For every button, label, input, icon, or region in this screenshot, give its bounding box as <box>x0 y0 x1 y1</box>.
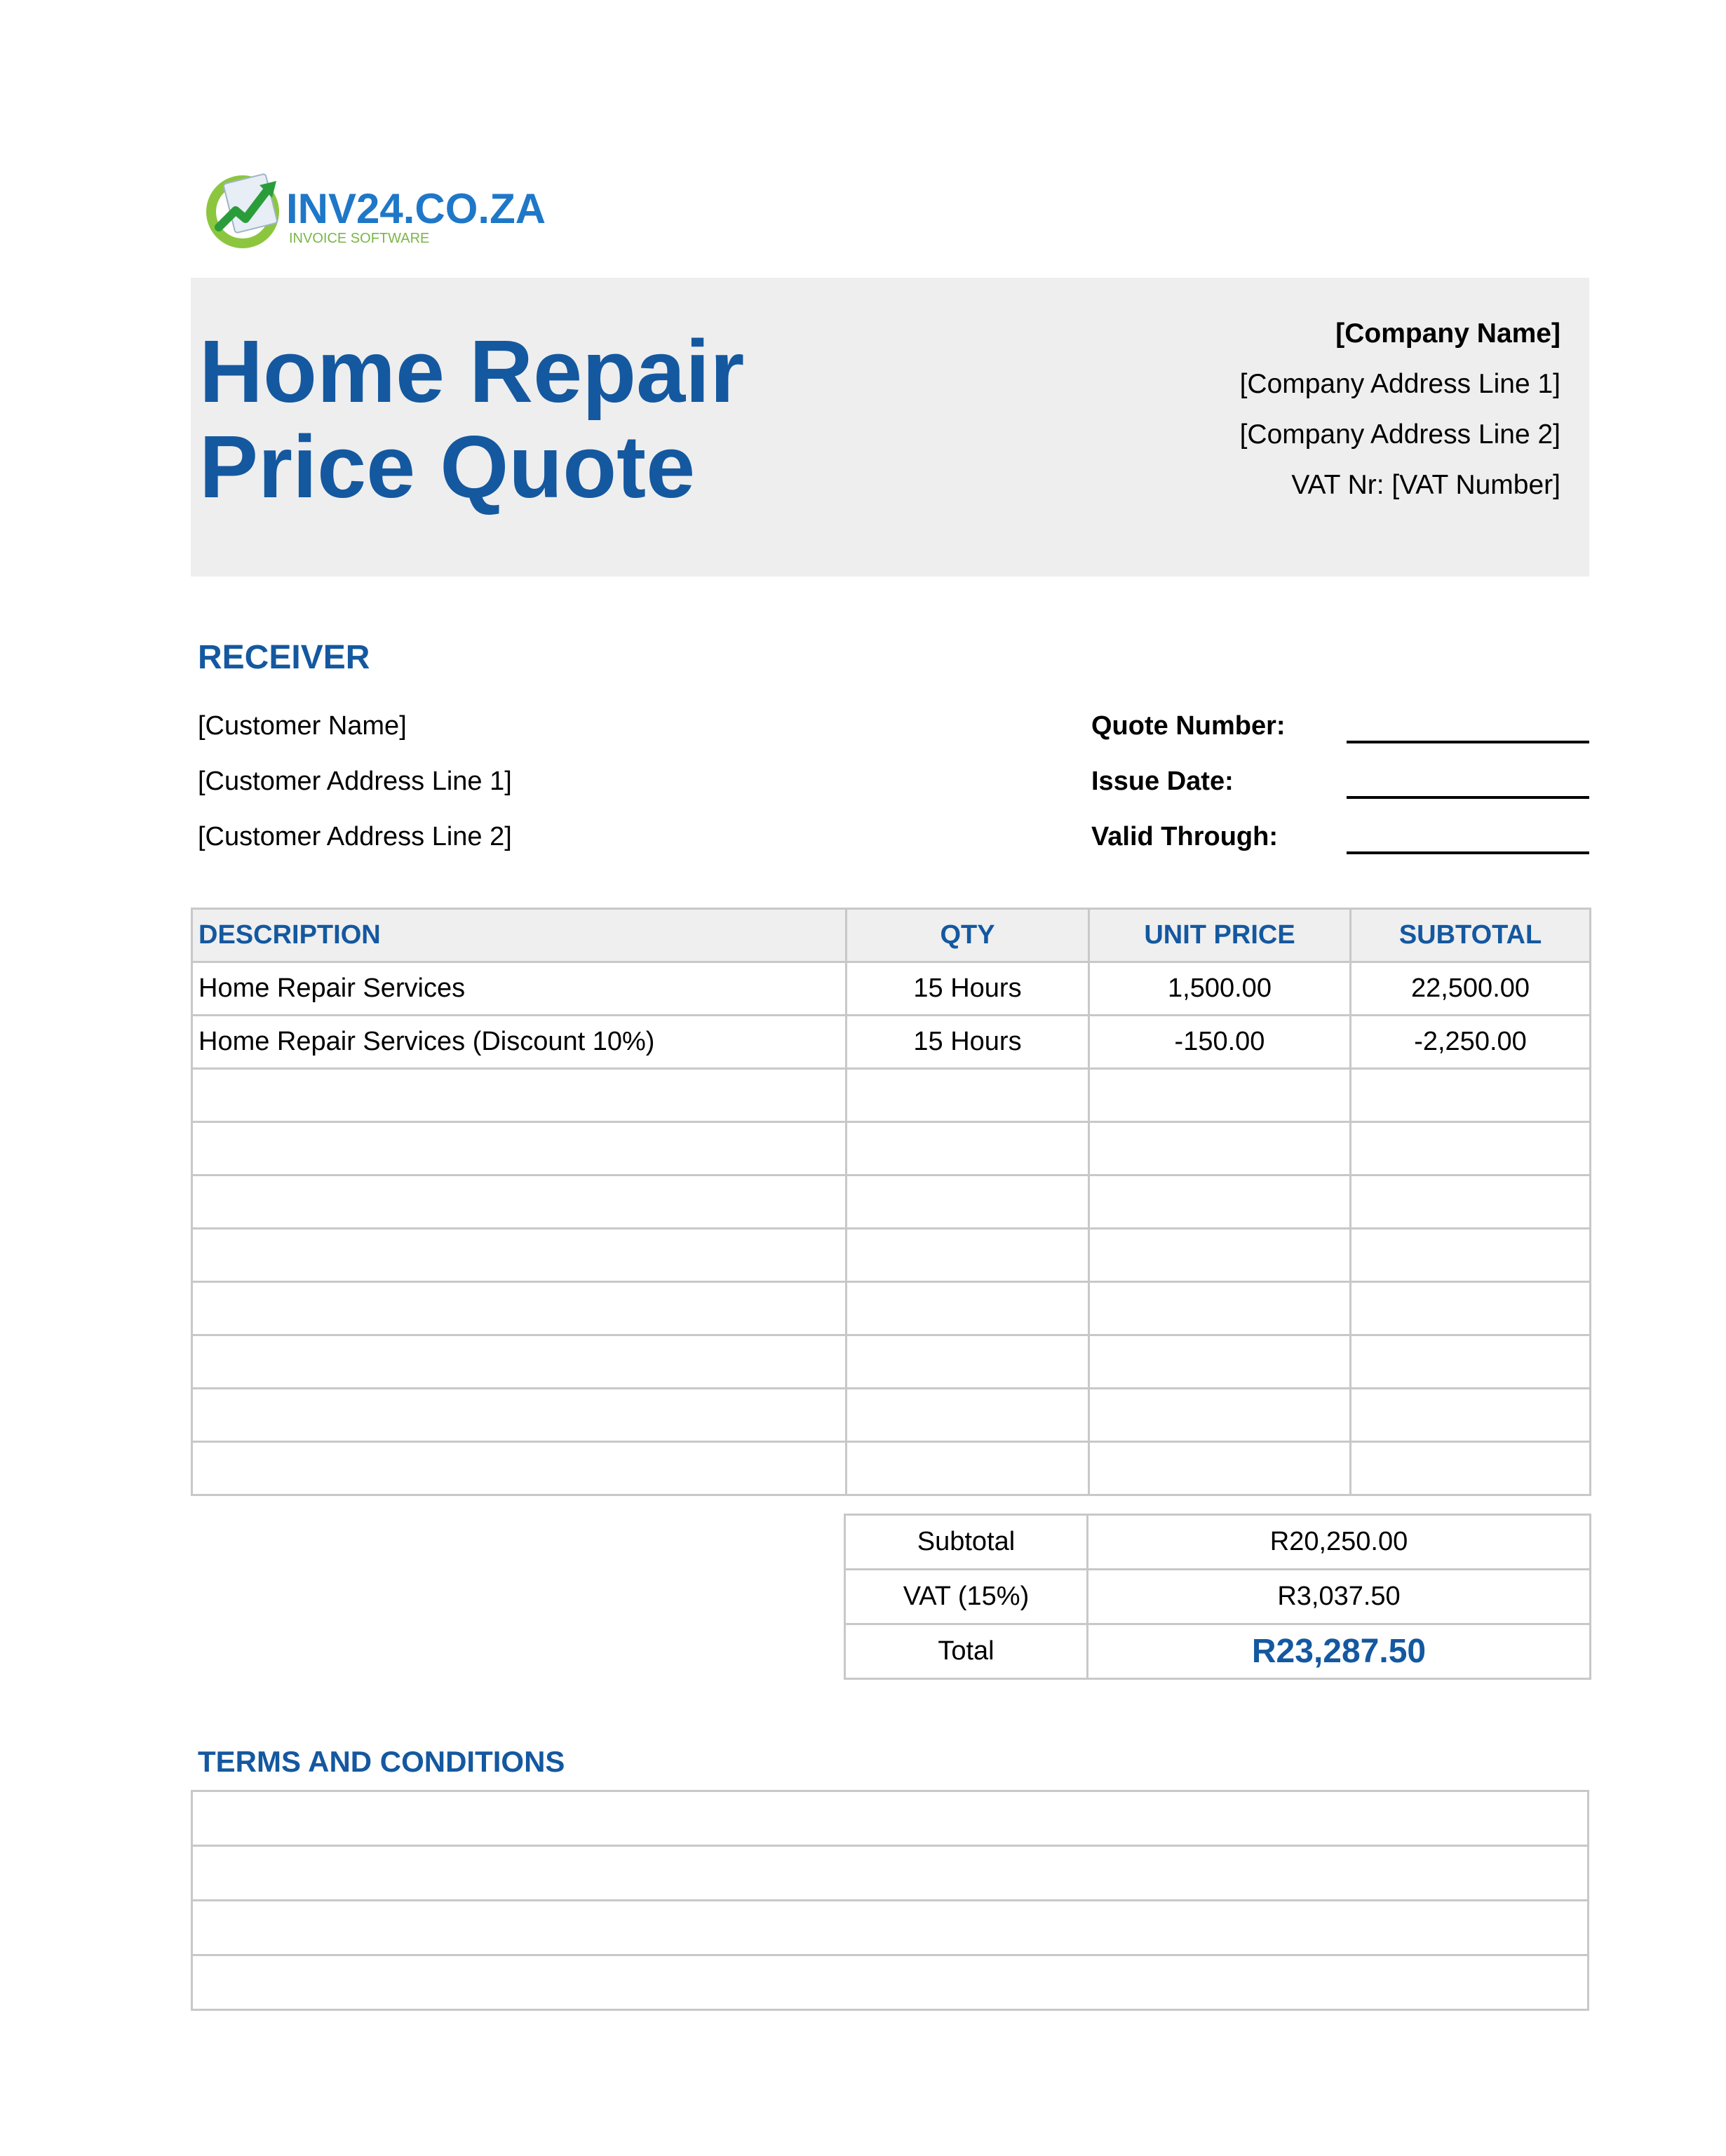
item-unit-price <box>1089 1335 1351 1389</box>
item-description <box>192 1335 847 1389</box>
subtotal-row <box>845 1515 1591 1570</box>
item-unit-price <box>1089 1069 1351 1122</box>
total-value: R23,287.50 <box>1088 1624 1591 1679</box>
company-address-2: [Company Address Line 2] <box>1239 419 1560 450</box>
item-qty <box>847 1389 1089 1442</box>
item-qty <box>847 1282 1089 1335</box>
item-qty: 15 Hours <box>847 962 1089 1016</box>
company-address-1: [Company Address Line 1] <box>1239 369 1560 399</box>
quote-number-field[interactable] <box>1347 741 1589 743</box>
item-subtotal <box>1351 1335 1591 1389</box>
item-unit-price <box>1089 1229 1351 1282</box>
item-subtotal: 22,500.00 <box>1351 962 1591 1016</box>
terms-line <box>192 1846 1589 1901</box>
logo-brand-text: INV24.CO.ZA <box>286 185 546 232</box>
item-unit-price <box>1089 1442 1351 1495</box>
totals-table <box>844 1514 1591 1680</box>
brand-logo <box>203 168 546 252</box>
item-qty: 15 Hours <box>847 1016 1089 1069</box>
item-description <box>192 1229 847 1282</box>
item-description <box>192 1122 847 1175</box>
valid-through-label: Valid Through: <box>1091 822 1278 851</box>
item-subtotal <box>1351 1229 1591 1282</box>
vat-row <box>845 1570 1591 1624</box>
terms-line-text <box>192 1846 1589 1901</box>
item-unit-price <box>1089 1122 1351 1175</box>
column-header-description: DESCRIPTION <box>192 909 847 962</box>
table-row <box>192 1335 1591 1389</box>
item-subtotal <box>1351 1122 1591 1175</box>
title-line-1: Home Repair <box>199 322 745 421</box>
terms-line-text <box>192 1901 1589 1955</box>
table-row <box>192 1175 1591 1229</box>
terms-table <box>191 1790 1589 2011</box>
customer-info <box>198 699 512 865</box>
column-header-unit-price: UNIT PRICE <box>1089 909 1351 962</box>
valid-through-field[interactable] <box>1347 851 1589 854</box>
item-description <box>192 1442 847 1495</box>
quote-number-label: Quote Number: <box>1091 711 1286 741</box>
table-row <box>192 1229 1591 1282</box>
total-label: Total <box>845 1624 1088 1679</box>
table-row <box>192 1122 1591 1175</box>
item-subtotal <box>1351 1389 1591 1442</box>
customer-name: [Customer Name] <box>198 711 407 741</box>
terms-line <box>192 1955 1589 2010</box>
company-vat: VAT Nr: [VAT Number] <box>1291 470 1560 500</box>
table-row <box>192 1016 1591 1069</box>
item-qty <box>847 1229 1089 1282</box>
issue-date-field[interactable] <box>1347 796 1589 799</box>
item-unit-price: -150.00 <box>1089 1016 1351 1069</box>
item-description <box>192 1175 847 1229</box>
item-subtotal <box>1351 1069 1591 1122</box>
terms-line-text <box>192 1955 1589 2010</box>
item-subtotal <box>1351 1175 1591 1229</box>
item-subtotal <box>1351 1282 1591 1335</box>
item-subtotal <box>1351 1442 1591 1495</box>
subtotal-value: R20,250.00 <box>1088 1515 1591 1570</box>
customer-address-2: [Customer Address Line 2] <box>198 822 512 851</box>
column-header-subtotal: SUBTOTAL <box>1351 909 1591 962</box>
table-row <box>192 1442 1591 1495</box>
title-line-2: Price Quote <box>199 417 696 516</box>
terms-line-text <box>192 1791 1589 1846</box>
issue-date-label: Issue Date: <box>1091 767 1234 796</box>
item-qty <box>847 1442 1089 1495</box>
customer-address-1: [Customer Address Line 1] <box>198 767 512 796</box>
receiver-heading: RECEIVER <box>198 639 370 676</box>
logo-tagline-text: INVOICE SOFTWARE <box>289 231 430 246</box>
item-unit-price <box>1089 1389 1351 1442</box>
item-qty <box>847 1175 1089 1229</box>
quote-meta <box>1091 699 1286 865</box>
item-unit-price <box>1089 1175 1351 1229</box>
document-title <box>199 324 744 515</box>
total-row <box>845 1624 1591 1679</box>
terms-heading: TERMS AND CONDITIONS <box>198 1745 565 1778</box>
table-row <box>192 962 1591 1016</box>
line-items-table <box>191 908 1591 1496</box>
logo-mark-icon <box>203 168 546 252</box>
item-qty <box>847 1122 1089 1175</box>
table-row <box>192 1282 1591 1335</box>
item-unit-price <box>1089 1282 1351 1335</box>
item-qty <box>847 1069 1089 1122</box>
terms-line <box>192 1791 1589 1846</box>
table-header-row <box>192 909 1591 962</box>
company-info <box>1240 309 1560 511</box>
table-row <box>192 1069 1591 1122</box>
item-unit-price: 1,500.00 <box>1089 962 1351 1016</box>
table-row <box>192 1389 1591 1442</box>
column-header-qty: QTY <box>847 909 1089 962</box>
terms-line <box>192 1901 1589 1955</box>
item-description: Home Repair Services <box>192 962 847 1016</box>
item-description <box>192 1069 847 1122</box>
item-description <box>192 1282 847 1335</box>
item-subtotal: -2,250.00 <box>1351 1016 1591 1069</box>
company-name: [Company Name] <box>1335 318 1560 349</box>
item-description <box>192 1389 847 1442</box>
vat-label: VAT (15%) <box>845 1570 1088 1624</box>
subtotal-label: Subtotal <box>845 1515 1088 1570</box>
vat-value: R3,037.50 <box>1088 1570 1591 1624</box>
item-qty <box>847 1335 1089 1389</box>
item-description: Home Repair Services (Discount 10%) <box>192 1016 847 1069</box>
